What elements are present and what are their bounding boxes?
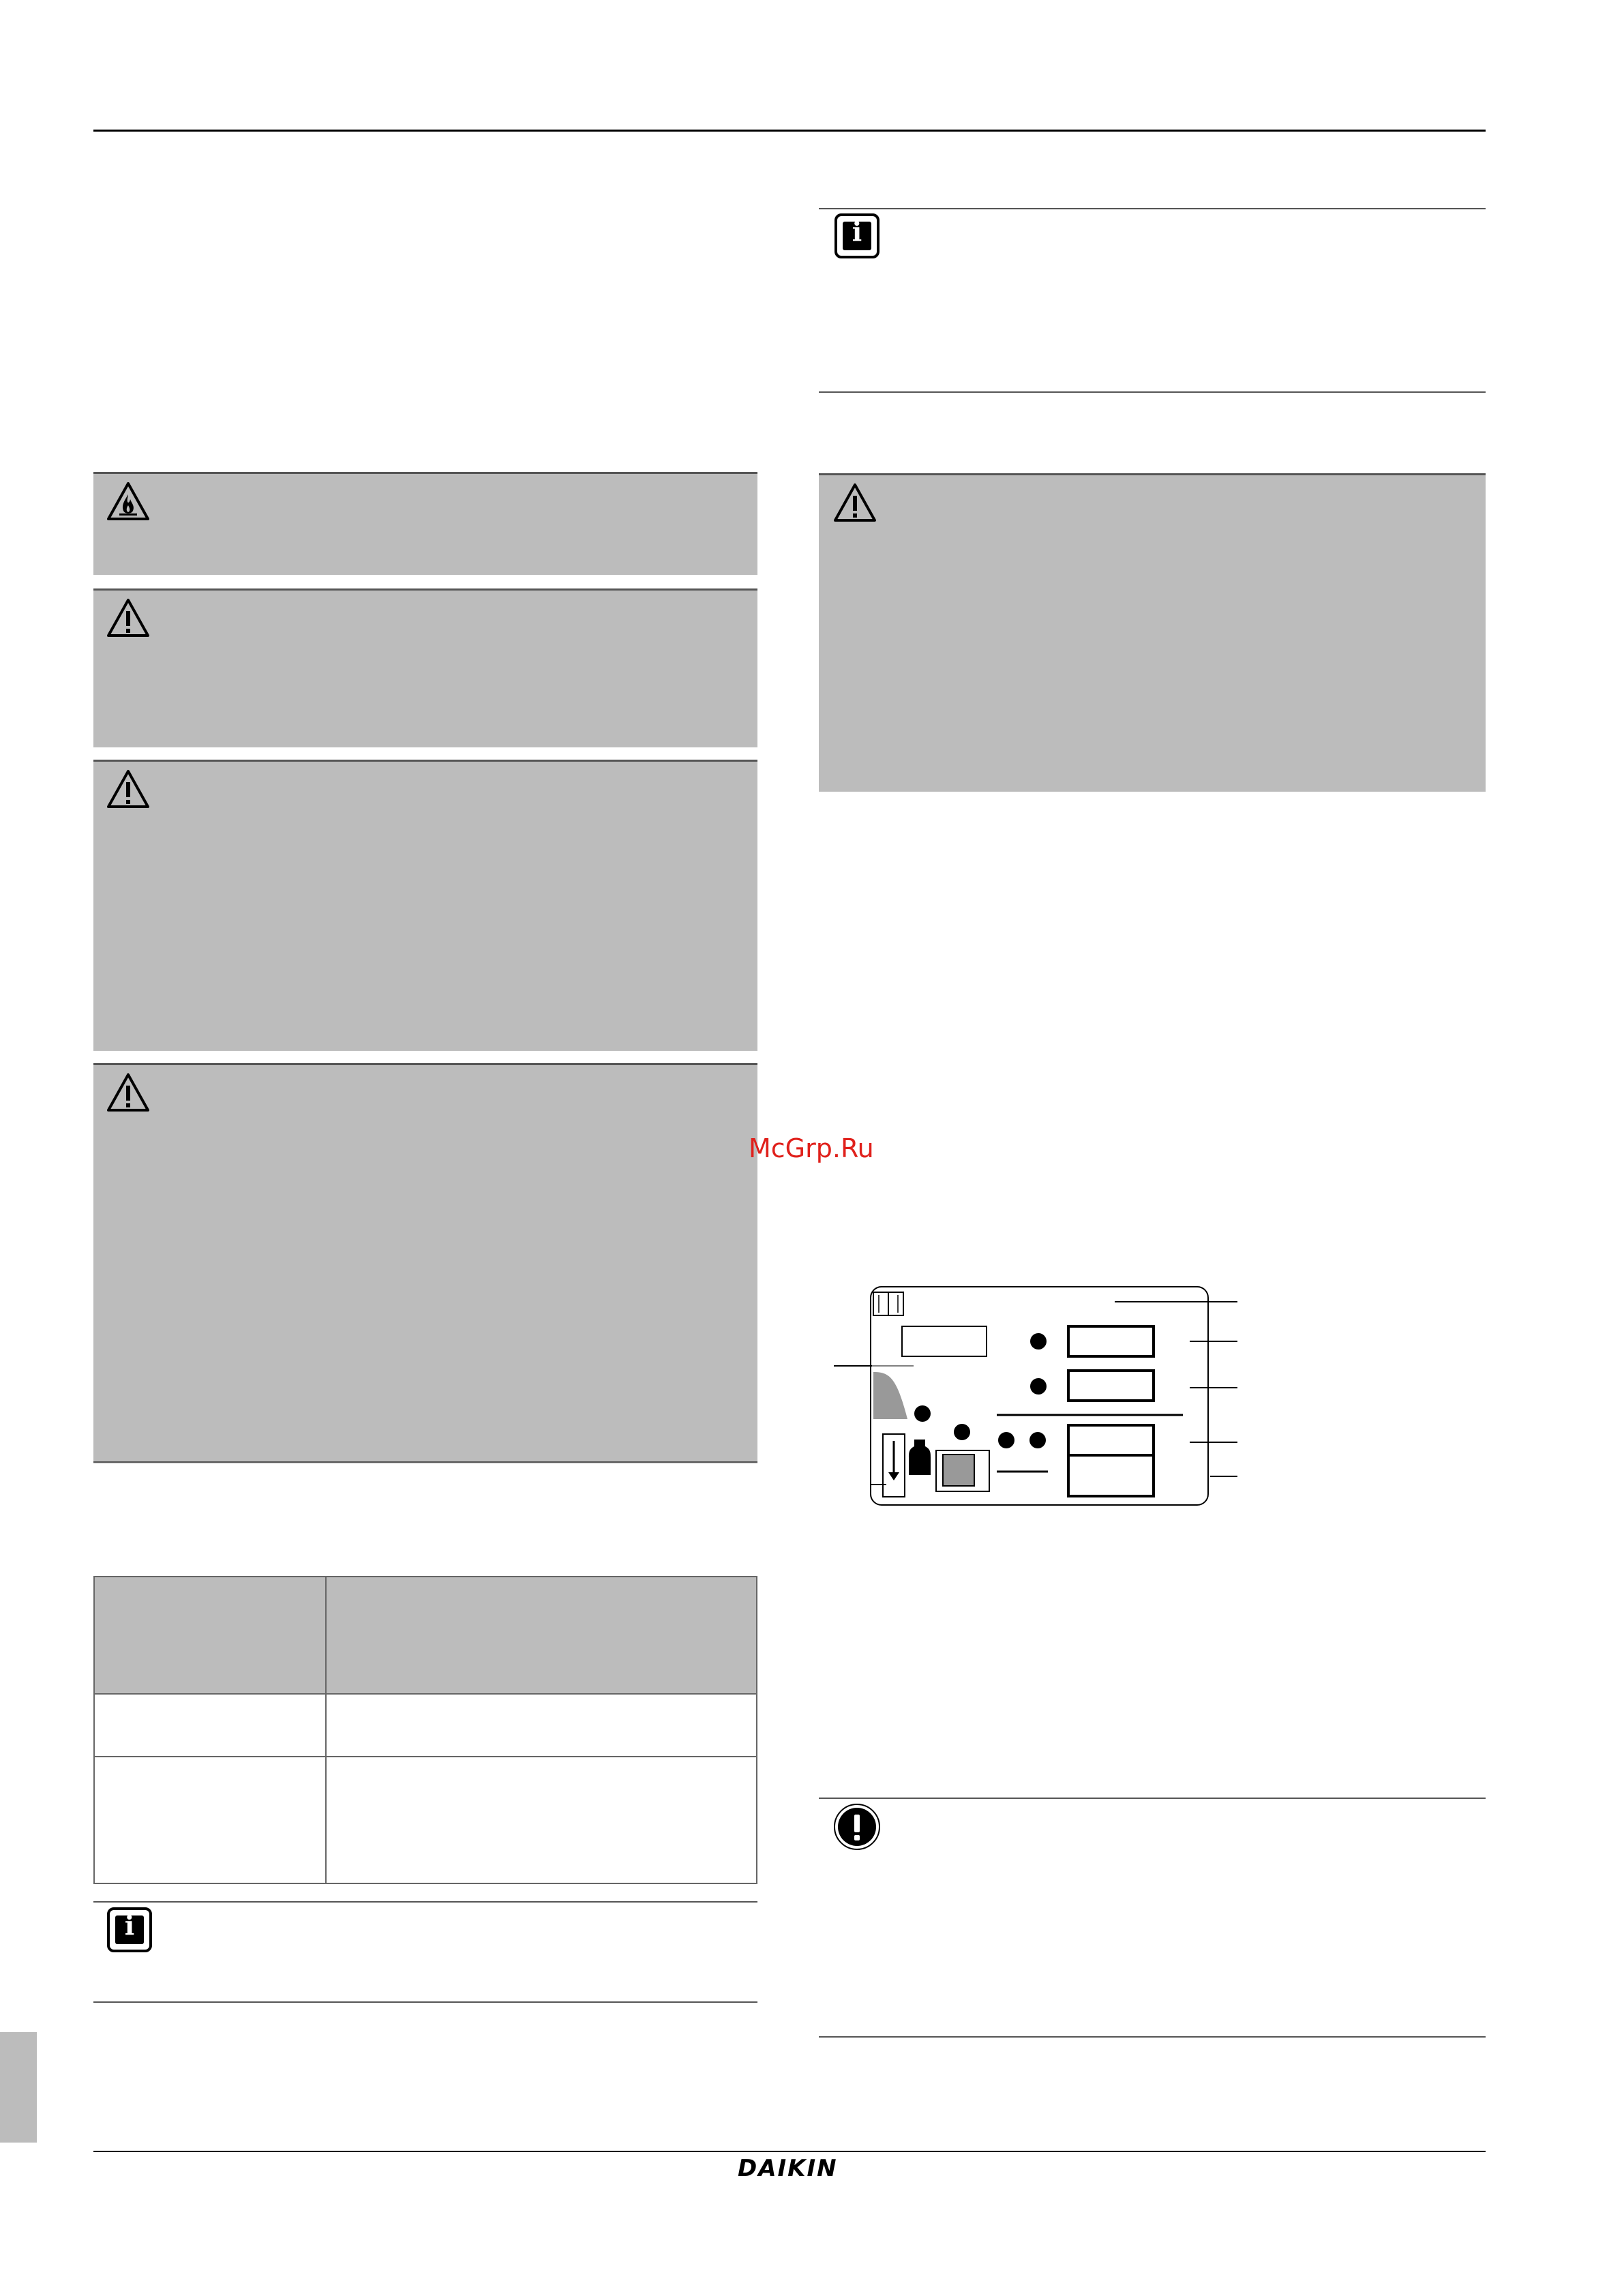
info-note-bottom-rule [93, 2001, 757, 2003]
brand-logo: DAIKIN [738, 2155, 838, 2182]
label-dot [1029, 1432, 1046, 1448]
manual-book-icon [873, 1292, 903, 1315]
info-note-top-rule [93, 1901, 757, 1903]
refrigerant-label-illustration [828, 1279, 1251, 1510]
footer-rule [93, 2151, 1486, 2152]
table-header-cell [326, 1577, 757, 1694]
label-field-box [902, 1326, 987, 1356]
table-row [94, 1694, 757, 1757]
label-field-box [1068, 1455, 1154, 1496]
spec-table [93, 1576, 757, 1884]
flammable-warning-panel [93, 472, 757, 575]
warning-triangle-icon [832, 482, 877, 524]
warning-panel-3-bottom-rule [93, 1461, 757, 1463]
table-header-row [94, 1577, 757, 1694]
warning-triangle-icon [106, 1072, 151, 1114]
label-dot [1030, 1378, 1047, 1395]
table-header-cell [94, 1577, 326, 1694]
flammable-warning-icon [106, 481, 151, 523]
label-dot [954, 1424, 970, 1440]
info-icon: i [107, 1907, 152, 1952]
label-dot [914, 1405, 931, 1422]
side-tab [0, 2032, 37, 2143]
table-cell [326, 1757, 757, 1883]
exclamation-circle-icon [833, 1803, 881, 1851]
warning-panel-2 [93, 760, 757, 1051]
label-field-box [1068, 1371, 1154, 1401]
info-note-top-rule [819, 208, 1486, 209]
warning-panel-1 [93, 588, 757, 747]
watermark: McGrp.Ru [749, 1133, 874, 1163]
warning-triangle-icon [106, 597, 151, 640]
label-dot [1030, 1333, 1047, 1350]
table-cell [326, 1694, 757, 1757]
warning-panel-right [819, 473, 1486, 792]
info-icon: i [834, 213, 879, 258]
caution-note-top-rule [819, 1798, 1486, 1799]
label-dot [998, 1432, 1014, 1448]
gray-square-shape [943, 1455, 974, 1486]
header-rule [93, 130, 1486, 132]
table-cell [94, 1757, 326, 1883]
warning-panel-3 [93, 1063, 757, 1463]
table-row [94, 1757, 757, 1883]
info-note-bottom-rule [819, 391, 1486, 393]
caution-note-bottom-rule [819, 2036, 1486, 2038]
label-field-box [1068, 1326, 1154, 1356]
table-cell [94, 1694, 326, 1757]
warning-triangle-icon [106, 769, 151, 811]
